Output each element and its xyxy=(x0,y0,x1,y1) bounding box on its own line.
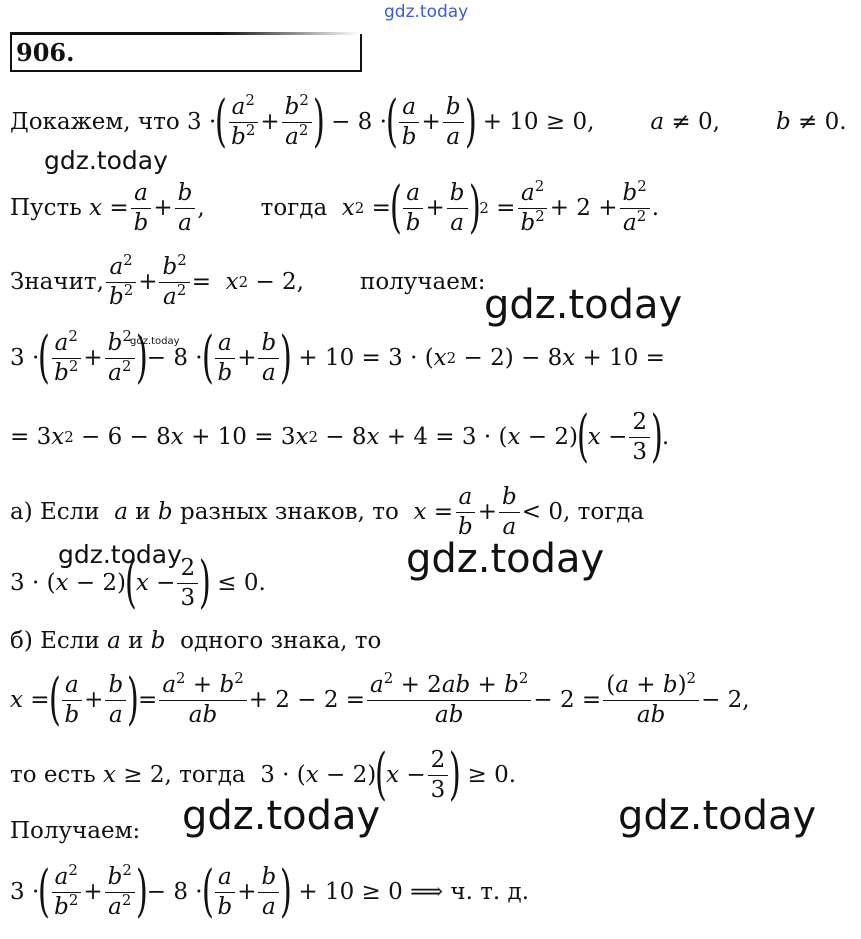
watermark: gdz.today xyxy=(44,146,168,175)
result-text: Получаем: xyxy=(10,817,141,844)
watermark: gdz.today xyxy=(618,793,817,839)
math-line-9: x = ( $\frac{a}{b}$ + $\frac{b}{a}$ ) = $\frac{a^2 + b^2}{ab}$ + 2 − 2 = $\frac{a^2 + 2ab + b^2}{ab}$ − 2 = $\frac{(a + b)^2}{ab}$ − 2, xyxy=(10,666,750,732)
math-line-10: то есть x ≥ 2 , тогда 3 · ( x − 2) ( x − $\frac{2}{3}$ ) ≥ 0. xyxy=(10,741,517,807)
case-b-text: б) Если xyxy=(10,627,100,654)
and-text: и xyxy=(128,627,144,654)
math-line-11 xyxy=(10,818,140,844)
math-line-6: а) Если a и b разных знаков, то x = $\frac{a}{b}$ + $\frac{b}{a}$ < 0 , тогда xyxy=(10,484,645,540)
then-text: тогда xyxy=(260,194,328,221)
task-number: 906. xyxy=(16,38,75,67)
watermark: gdz.today xyxy=(484,282,683,328)
math-line-8: б) Если a и b одного знака, то xyxy=(10,627,382,654)
watermark: gdz.today xyxy=(182,793,381,839)
math-line-1: Докажем, что 3 · ( $\frac{a^2}{b^2}$ + $\frac{b^2}{a^2}$ ) − 8 · ( $\frac{a}{b}$ + $\frac{b}{a}$ ) + 10 ≥ 0, a ≠ 0, b ≠ 0. xyxy=(10,88,847,154)
same-sign-text: одного знака, то xyxy=(180,627,382,654)
then2-text: , тогда xyxy=(563,498,645,525)
watermark: gdz.today xyxy=(130,336,180,347)
and-text: и xyxy=(135,498,151,525)
math-line-5: = 3 x 2 − 6 − 8 x + 10 = 3 x 2 − 8 x + 4 = 3 · ( x − 2) ( x − $\frac{2}{3}$ ) . xyxy=(10,403,670,469)
math-line-7: 3 · ( x − 2) ( x − $\frac{2}{3}$ ) ≤ 0. xyxy=(10,549,266,615)
math-line-4: 3 · ( $\frac{a^2}{b^2}$ + $\frac{b^2}{a^2}$ ) − 8 · ( $\frac{a}{b}$ + $\frac{b}{a}$ ) + 10 = 3 · ( x 2 − 2) − 8 x + 10 = xyxy=(10,324,665,390)
prove-text: Докажем, что xyxy=(10,108,180,135)
watermark: gdz.today xyxy=(58,540,182,569)
diff-signs-text: разных знаков, то xyxy=(179,498,399,525)
that-is-text: то есть xyxy=(10,761,96,788)
let-text: Пусть xyxy=(10,194,82,221)
then3-text: , тогда xyxy=(164,761,246,788)
watermark: gdz.today xyxy=(384,2,469,22)
watermark: gdz.today xyxy=(406,536,605,582)
we-get-text: получаем: xyxy=(359,268,486,295)
hence-text: Значит, xyxy=(10,268,104,295)
qed-text: ч. т. д. xyxy=(450,878,530,905)
math-line-2: Пусть x = $\frac{a}{b}$ + $\frac{b}{a}$ , тогда x 2 = ( $\frac{a}{b}$ + $\frac{b}{a}$ ) 2 = $\frac{a^2}{b^2}$ + 2 + $\frac{b^2}{a^2}$ . xyxy=(10,174,660,240)
math-line-12: 3 · ( $\frac{a^2}{b^2}$ + $\frac{b^2}{a^2}$ ) − 8 · ( $\frac{a}{b}$ + $\frac{b}{a}$ ) + 10 ≥ 0 ⟹ ч. т. д. xyxy=(10,858,530,924)
case-a-text: а) Если xyxy=(10,498,100,525)
math-line-3: Значит, $\frac{a^2}{b^2}$ + $\frac{b^2}{a^2}$ = x 2 − 2, получаем: xyxy=(10,251,486,310)
